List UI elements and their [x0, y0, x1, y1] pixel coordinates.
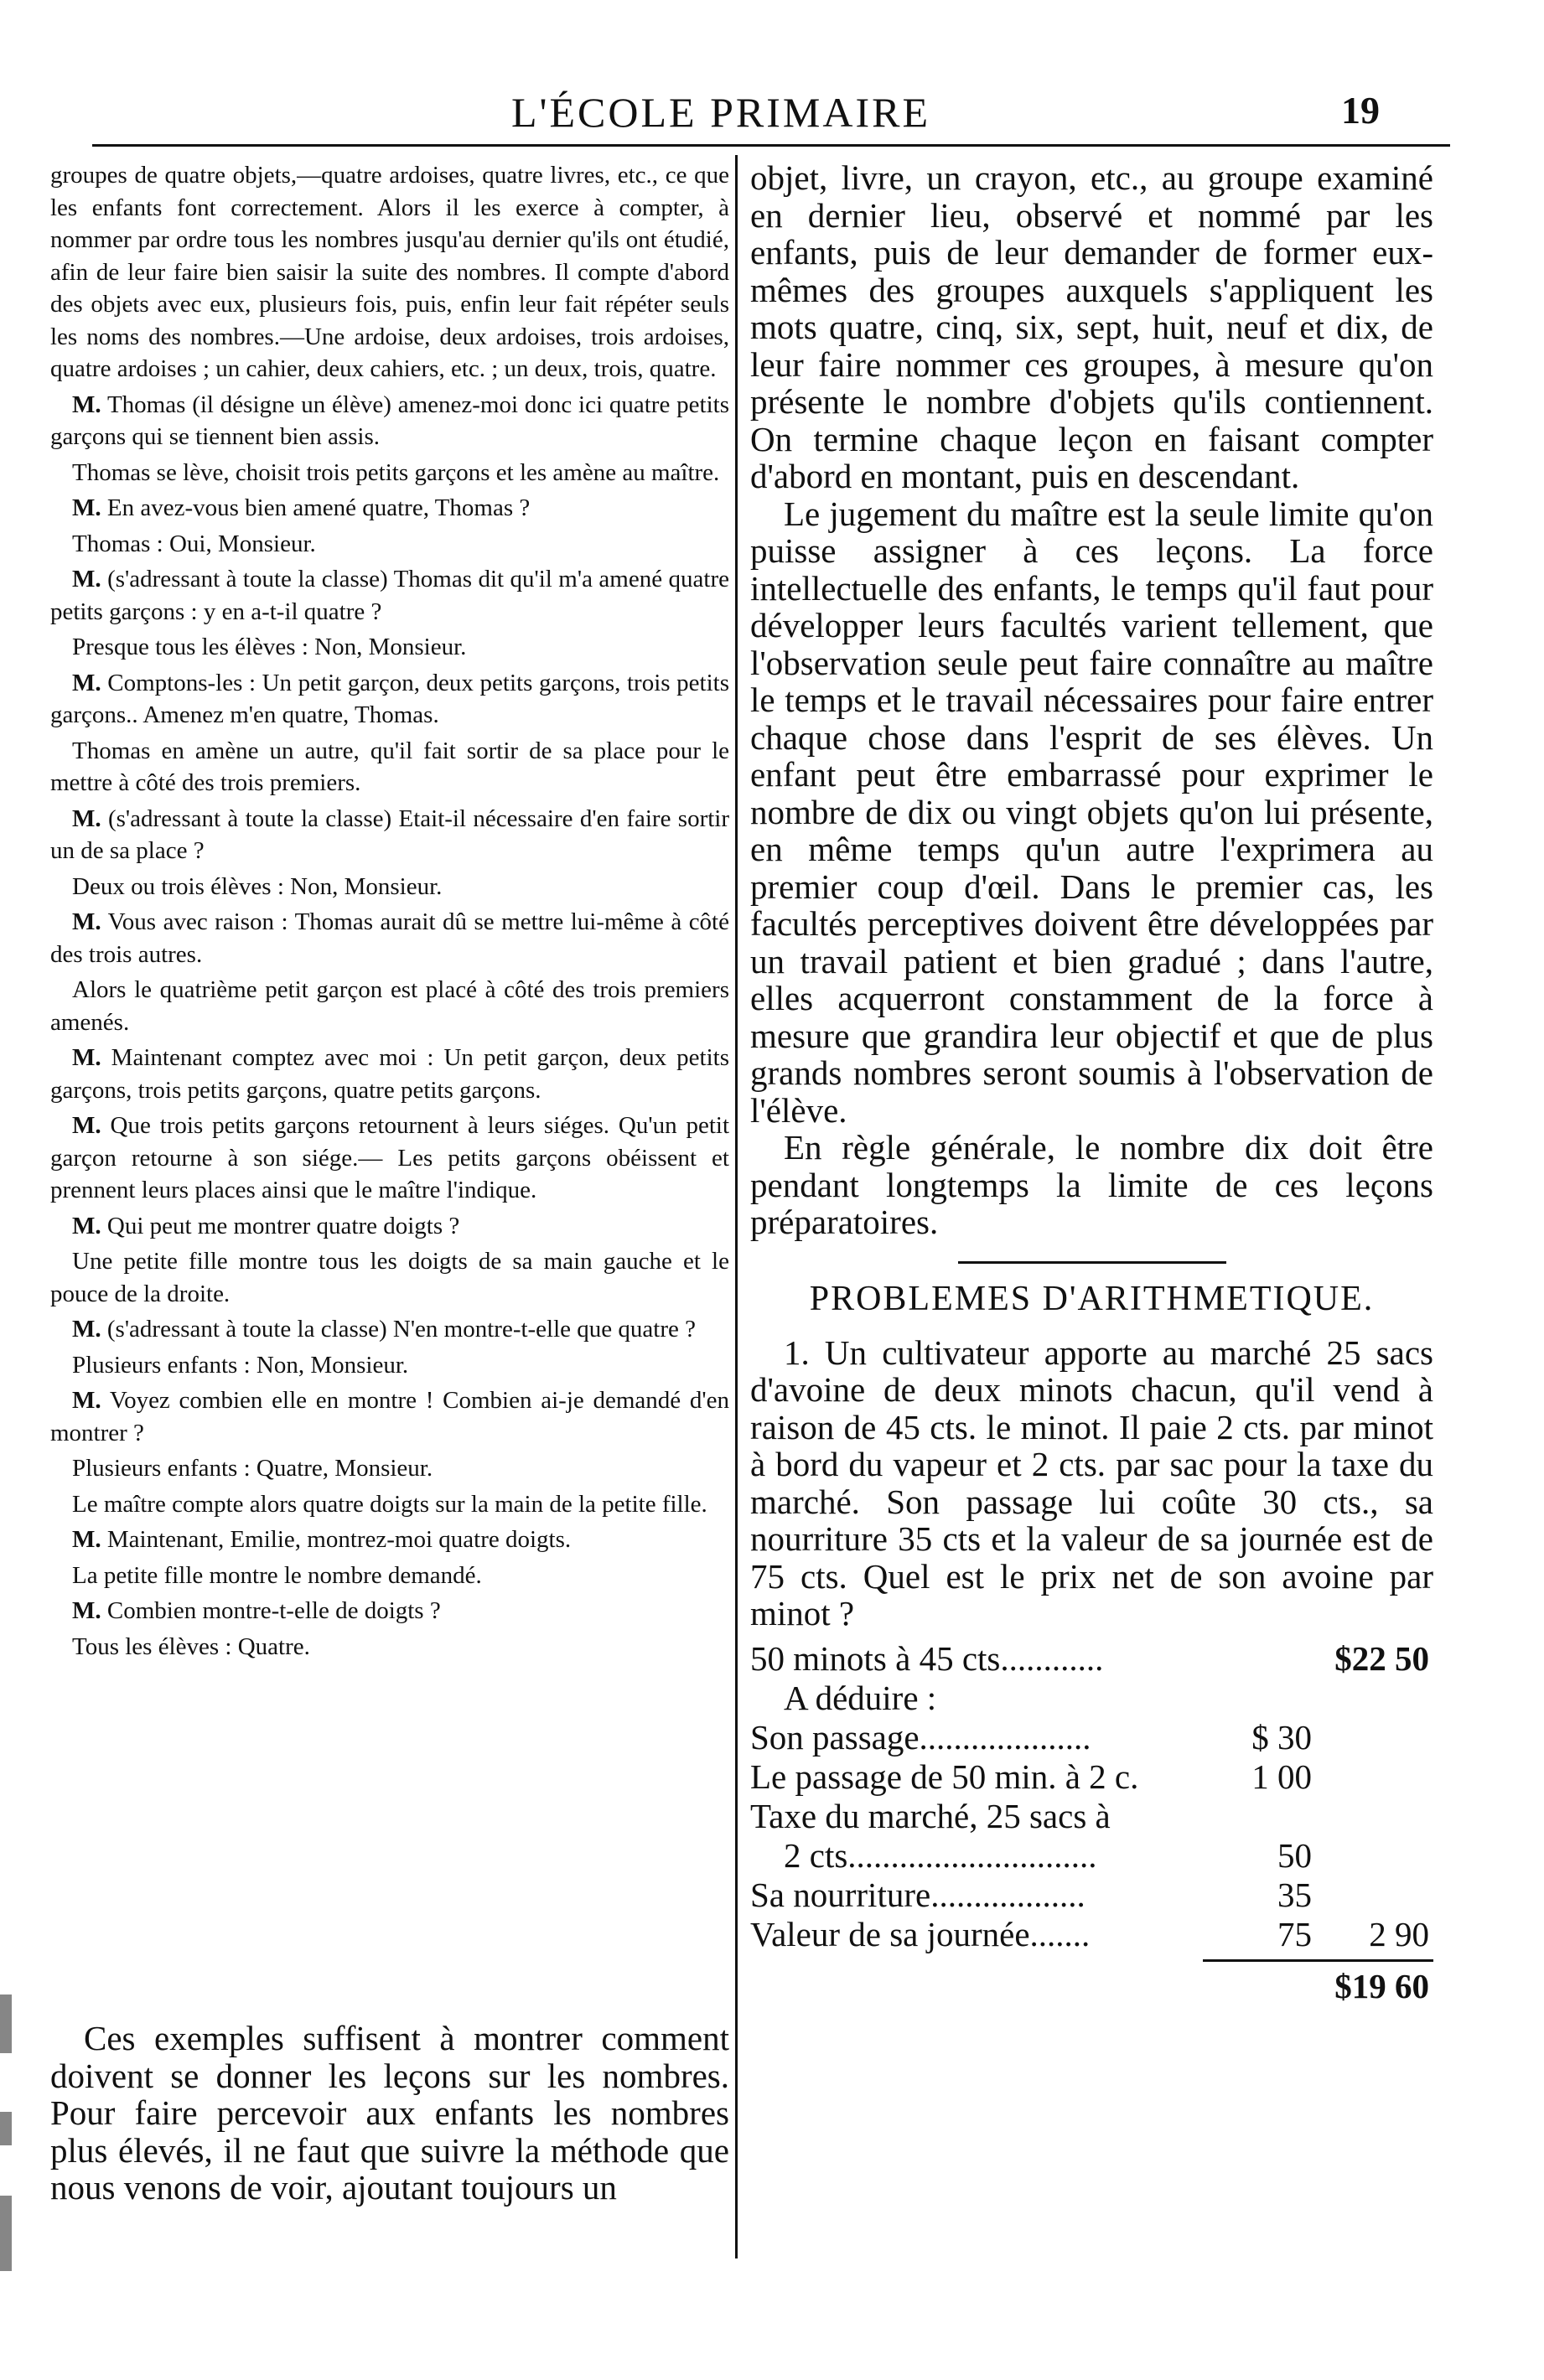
- calc-label: 2 cts.............................: [784, 1835, 1097, 1875]
- calc-row: [750, 1718, 1433, 1757]
- dialogue-line: M. Thomas (il désigne un élève) amenez-moi donc ici quatre petits garçons qui se tiennent bien assis.: [50, 391, 729, 450]
- running-title: L'ÉCOLE PRIMAIRE: [510, 89, 931, 136]
- page-number: 19: [1341, 89, 1380, 132]
- dialogue-line: Thomas en amène un autre, qu'il fait sortir de sa place pour le mettre à côté des trois premiers.: [50, 737, 729, 796]
- dialogue-line: Deux ou trois élèves : Non, Monsieur.: [72, 872, 443, 900]
- page-header: [0, 80, 1544, 147]
- dialogue-line: M. Maintenant comptez avec moi : Un petit garçon, deux petits garçons, trois petits garçons, quatre petits garçons.: [50, 1044, 729, 1104]
- problem-statement: 1. Un cultivateur apporte au marché 25 sacs d'avoine de deux minots chacun, qu'il vend à raison de 45 cts. le minot. Il paie 2 cts. par minot à bord du vapeur et 2 cts. par sac pour la taxe du marché. Son passage lui coûte 30 cts., sa nourriture 35 cts et la valeur de sa journée est de 75 cts. Quel est le prix net de son avoine par minot ?: [750, 1332, 1433, 1632]
- section-rule: [958, 1261, 1226, 1264]
- calc-row: [750, 1797, 1433, 1836]
- dialogue-line: M. Qui peut me montrer quatre doigts ?: [72, 1212, 460, 1239]
- dialogue-line: Presque tous les élèves : Non, Monsieur.: [72, 634, 467, 660]
- left-column: [50, 159, 729, 1666]
- calc-label: Valeur de sa journée.......: [750, 1914, 1091, 1953]
- dialogue-line: M. Que trois petits garçons retournent à leurs siéges. Qu'un petit garçon retourne à son siége.— Les petits garçons obéissent et prennent leurs places ainsi que le maître l'indique.: [50, 1112, 729, 1203]
- calc-row: [750, 1876, 1433, 1915]
- calc-amount: 50: [1277, 1835, 1312, 1875]
- margin-ink-mark: [0, 2112, 12, 2145]
- header-rule: [92, 144, 1450, 147]
- dialogue-line: M. Voyez combien elle en montre ! Combien ai-je demandé d'en montrer ?: [50, 1387, 729, 1446]
- paragraph: groupes de quatre objets,—quatre ardoises, quatre livres, etc., ce que les enfants font correctement. Alors il les exerce à compter, à nommer par ordre tous les nombres jusqu'au dernier qu'ils ont étudié, afin de leur faire bien saisir la suite des nombres. Il compte d'abord des objets avec eux, plusieurs fois, puis, enfin leur fait répéter seuls les noms des nombres.—Une ardoise, deux ardoises, trois ardoises, quatre ardoises ; un cahier, deux cahiers, etc. ; un deux, trois, quatre.: [50, 162, 729, 382]
- calc-amount: 35: [1277, 1875, 1312, 1914]
- calc-row-gross: [750, 1639, 1433, 1679]
- section-title: PROBLEMES D'ARITHMETIQUE.: [809, 1279, 1375, 1318]
- calc-row-net: [750, 1967, 1433, 2006]
- dialogue-line: M. Vous avec raison : Thomas aurait dû se mettre lui-même à côté des trois autres.: [50, 908, 729, 968]
- calc-amount: 1 00: [1251, 1757, 1312, 1796]
- calc-row: [750, 1915, 1433, 1954]
- dialogue-line: M. En avez-vous bien amené quatre, Thomas ?: [72, 494, 531, 521]
- closing-paragraph: Ces exemples suffisent à montrer comment doivent se donner les leçons sur les nombres. Pour faire percevoir aux enfants les nombres plus élevés, il ne faut que suivre la méthode que nous venons de voir, ajoutant toujours un: [50, 2019, 729, 2207]
- calc-label: Son passage....................: [750, 1717, 1091, 1757]
- dialogue-line: M. Combien montre-t-elle de doigts ?: [72, 1597, 441, 1624]
- dialogue-line: Tous les élèves : Quatre.: [72, 1632, 310, 1660]
- calc-amount: $ 30: [1251, 1717, 1312, 1757]
- left-closing-block: [50, 2020, 729, 2207]
- paragraph: Le jugement du maître est la seule limite qu'on puisse assigner à ces leçons. La force intellectuelle des enfants, le temps qu'il faut pour développer leurs facultés varient tellement, que l'observation seule peut faire connaître au maître le temps et le travail nécessaires pour faire entrer chaque chose dans l'esprit de ses élèves. Un enfant peut être embarrassé pour exprimer le nombre de dix ou vingt objets qu'on lui présente, en même temps qu'un autre l'exprimera au premier coup d'œil. Dans le premier cas, les facultés perceptives doivent être développées par un travail patient et bien gradué ; dans l'autre, elles acquerront constamment de la force à mesure que grandira leur objectif et que de plus grands nombres seront soumis à l'observation de l'élève.: [750, 494, 1433, 1130]
- right-column: [750, 159, 1433, 2006]
- dialogue-line: M. Maintenant, Emilie, montrez-moi quatre doigts.: [72, 1526, 572, 1553]
- dialogue-line: Thomas se lève, choisit trois petits garçons et les amène au maître.: [72, 458, 720, 486]
- dialogue-line: Plusieurs enfants : Non, Monsieur.: [72, 1351, 409, 1379]
- calc-label: 50 minots à 45 cts............: [750, 1638, 1104, 1678]
- dialogue-line: Alors le quatrième petit garçon est placé à côté des trois premiers amenés.: [50, 976, 729, 1036]
- total-rule: [1203, 1959, 1433, 1962]
- calc-amount: 75: [1277, 1914, 1312, 1953]
- paragraph: En règle générale, le nombre dix doit être pendant longtemps la limite de ces leçons préparatoires.: [750, 1128, 1433, 1241]
- dialogue-line: Thomas : Oui, Monsieur.: [72, 530, 316, 557]
- dialogue-line: M. (s'adressant à toute la classe) Etait-il nécessaire d'en faire sortir un de sa place ?: [50, 805, 730, 864]
- paragraph: objet, livre, un crayon, etc., au groupe examiné en dernier lieu, observé et nommé par les enfants, puis de leur demander de former eux-mêmes des groupes auxquels s'appliquent les mots quatre, cinq, six, sept, huit, neuf et dix, de leur faire nommer ces groupes, à mesure qu'on présente le nombre d'objets qu'ils contiennent. On termine chaque leçon en faisant compter d'abord en montant, puis en descendant.: [750, 158, 1433, 495]
- dialogue-line: Plusieurs enfants : Quatre, Monsieur.: [72, 1455, 433, 1482]
- calc-row: [750, 1757, 1433, 1797]
- calc-row: [750, 1836, 1433, 1876]
- calc-row-heading: [750, 1679, 1433, 1718]
- calc-label: Taxe du marché, 25 sacs à: [750, 1796, 1111, 1835]
- calc-net-amount: $19 60: [1334, 1966, 1429, 2005]
- dialogue-line: Une petite fille montre tous les doigts de sa main gauche et le pouce de la droite.: [50, 1248, 729, 1307]
- calc-label: Le passage de 50 min. à 2 c.: [750, 1757, 1139, 1796]
- margin-ink-mark: [0, 2196, 12, 2271]
- column-divider: [735, 155, 738, 2258]
- dialogue-line: M. (s'adressant à toute la classe) N'en montre-t-elle que quatre ?: [72, 1316, 696, 1343]
- calc-amount: $22 50: [1334, 1638, 1429, 1678]
- dialogue-line: Le maître compte alors quatre doigts sur la main de la petite fille.: [72, 1490, 707, 1518]
- dialogue-line: La petite fille montre le nombre demandé.: [72, 1561, 482, 1589]
- margin-ink-mark: [0, 1995, 12, 2053]
- calculation-table: [750, 1639, 1433, 2006]
- calc-subtotal: 2 90: [1369, 1914, 1429, 1953]
- calc-heading: A déduire :: [784, 1678, 937, 1717]
- dialogue-line: M. Comptons-les : Un petit garçon, deux petits garçons, trois petits garçons.. Amenez m'en quatre, Thomas.: [50, 669, 729, 728]
- dialogue-line: M. (s'adressant à toute la classe) Thomas dit qu'il m'a amené quatre petits garçons : y en a-t-il quatre ?: [50, 566, 729, 625]
- calc-label: Sa nourriture..................: [750, 1875, 1085, 1914]
